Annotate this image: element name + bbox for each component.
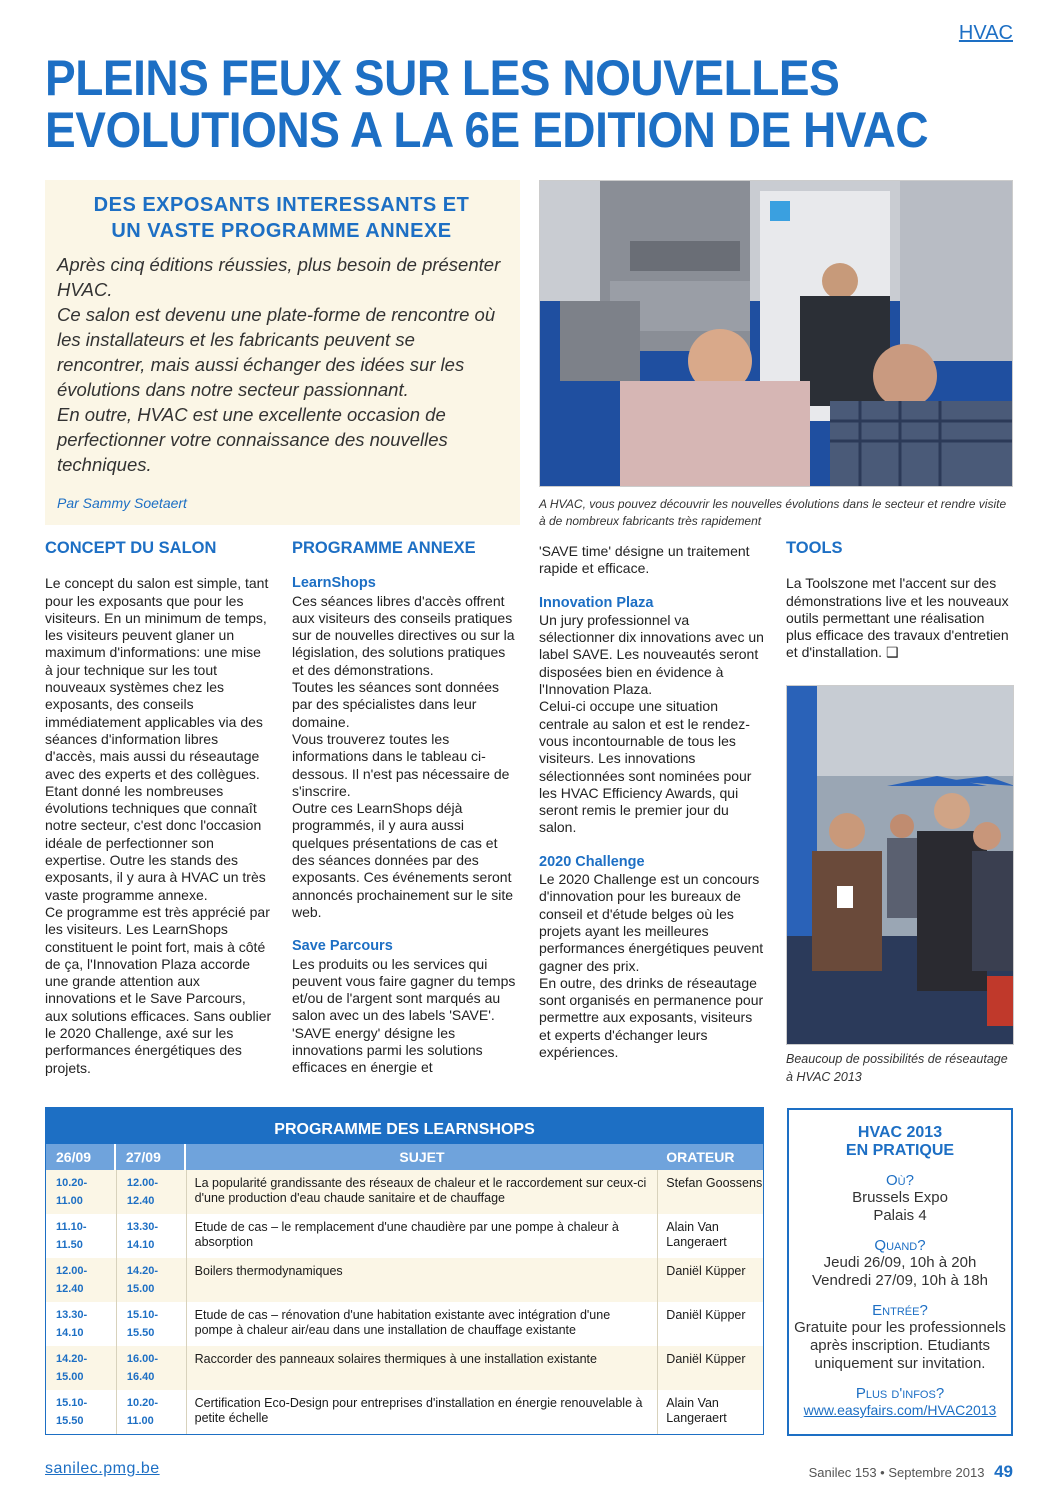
intro-heading-line1: DES EXPOSANTS INTERESSANTS ET [93,194,470,216]
cell-orateur: Daniël Küpper [666,1352,746,1366]
table-row [46,1170,763,1214]
cell-time-2609: 12.00- 12.40 [56,1265,88,1295]
cell-time-2609: 11.10- 11.50 [56,1221,87,1251]
info-label-where: Où? [886,1172,914,1189]
body-text: La Toolszone met l'accent sur des démonstrations live et les nouveaux outils permettant une réalisation plus efficace des travaux d'entretien et d'installation. ❑ [786,575,1009,661]
table-row [46,1390,763,1434]
body-text: Un jury professionnel va sélectionner dix innovations avec un label SAVE. Les nouveautés seront disposées bien en évidence à l'Innovation Plaza. [539,611,764,698]
cell-time-2709: 10.20- 11.00 [116,1390,186,1434]
cell-sujet: Certification Eco-Design pour entreprises d'installation en énergie renouvelable à petite échelle [186,1390,659,1434]
intro-paragraph: Après cinq éditions réussies, plus besoin de présenter HVAC. [57,254,501,300]
header-sujet: SUJET [399,1149,445,1165]
body-text: Ces séances libres d'accès offrent aux visiteurs des conseils pratiques sur de nouvelles directives ou sur la législation, des solutions pratiques et des démonstrations. [292,592,515,678]
subheading-save-parcours: Save Parcours [292,938,393,955]
footer-site-link[interactable]: sanilec.pmg.be [45,1460,160,1477]
info-title-line1: HVAC 2013 [857,1124,943,1141]
table-header [46,1144,763,1170]
intro-heading-line2: UN VASTE PROGRAMME ANNEXE [111,220,452,242]
column-programme [292,540,519,1077]
cell-time-2709: 14.20- 15.00 [116,1258,186,1302]
cell-orateur: Daniël Küpper [666,1264,746,1278]
cell-orateur: Stefan Goossens [666,1176,763,1190]
info-text-when: Jeudi 26/09, 10h à 20h Vendredi 27/09, 10h à 18h [812,1254,988,1289]
header-date-2609: 26/09 [46,1144,116,1170]
info-label-entry: Entrée? [872,1302,928,1319]
cell-orateur: Alain Van Langeraert [666,1220,727,1249]
cell-sujet: La popularité grandissante des réseaux de chaleur et le raccordement sur ceux-ci d'une production d'eau chaude sanitaire et de chauffage [186,1170,659,1214]
cell-time-2609: 10.20- 11.00 [56,1177,88,1207]
column-continued [539,540,766,1061]
info-label-more: Plus d'infos? [855,1385,945,1402]
cell-time-2609: 14.20- 15.00 [56,1353,88,1383]
photo-networking-crowd [786,685,1014,1045]
photo-caption: A HVAC, vous pouvez découvrir les nouvelles évolutions dans le secteur et rendre visite à de nombreux fabricants très rapidement [539,497,1007,528]
footer-issue-text: Sanilec 153 • Septembre 2013 [808,1465,985,1480]
body-text: Les produits ou les services qui peuvent vous faire gagner du temps et/ou de l'argent sont marqués au salon avec un des labels 'SAVE'. 'SAVE energy' désigne les innovations parmi les solutions efficaces en énergie et [292,955,516,1076]
body-text: Etant donné les nombreuses évolutions techniques que connaît notre secteur, c'est donc l'occasion idéale de perfectionner son expertise. Outre les stands des exposants, il y aura à HVAC un très vaste programme annexe. [45,782,266,903]
footer-issue [809,1462,1013,1482]
subheading-2020-challenge: 2020 Challenge [539,853,645,870]
table-body [46,1170,763,1434]
header-orateur: ORATEUR [666,1149,735,1165]
photo-exhibition-floor [539,180,1013,487]
intro-text [57,252,506,477]
byline: Par Sammy Soetaert [57,495,187,511]
cell-time-2609: 13.30- 14.10 [56,1309,88,1339]
section-tag[interactable]: HVAC [958,22,1013,44]
intro-heading [57,192,506,244]
table-row [46,1346,763,1390]
subheading-innovation-plaza: Innovation Plaza [539,594,654,611]
cell-time-2709: 16.00- 16.40 [116,1346,186,1390]
learnshops-table [45,1107,764,1435]
cell-orateur: Alain Van Langeraert [666,1396,727,1425]
info-link-website[interactable]: www.easyfairs.com/HVAC2013 [803,1402,997,1418]
heading-tools: TOOLS [786,539,843,557]
info-text-where: Brussels Expo Palais 4 [852,1189,948,1224]
heading-programme: PROGRAMME ANNEXE [292,539,476,557]
table-row [46,1258,763,1302]
cell-sujet: Raccorder des panneaux solaires thermiques à une installation existante [186,1346,659,1390]
cell-time-2609: 15.10- 15.50 [56,1397,88,1427]
info-title [789,1124,1011,1160]
body-text: Celui-ci occupe une situation centrale au salon et est le rendez-vous incontournable de tous les visiteurs. Les innovations sélectionnées sont nominées pour les HVAC Efficiency Awards, qui seront remis le premier jour du salon. [539,698,752,836]
cell-time-2709: 13.30- 14.10 [116,1214,186,1258]
headline: PLEINS FEUX SUR LES NOUVELLES EVOLUTIONS A LA 6E EDITION DE HVAC [45,50,929,158]
info-label-when: Quand? [874,1237,926,1254]
photo-caption: Beaucoup de possibilités de réseautage à HVAC 2013 [786,1052,1008,1084]
column-tools [786,540,1013,662]
body-text: Outre ces LearnShops déjà programmés, il y aura aussi quelques présentations de cas et des séances données par des exposants. Ces événements seront annoncés prochainement sur le site web. [292,800,514,920]
intro-paragraph: En outre, HVAC est une excellente occasion de perfectionner votre connaissance des nouvelles techniques. [57,404,448,475]
body-text: En outre, des drinks de réseautage sont organisés en permanence pour permettre aux exposants, visiteurs et experts d'échanger leurs expériences. [539,974,764,1061]
body-text: Ce programme est très apprécié par les visiteurs. Les LearnShops constituent le point fort, mais à côté de ça, l'Innovation Plaza accorde une grande attention aux innovations et le Save Parcours, aux solutions efficaces. Sans oublier le 2020 Challenge, axé sur les performances énergétiques des projets. [45,903,272,1076]
intro-paragraph: Ce salon est devenu une plate-forme de rencontre où les installateurs et les fabricants peuvent se rencontrer, mais aussi échanger des idées sur les évolutions dans notre secteur passionnant. [57,304,496,400]
subheading-learnshops: LearnShops [292,575,376,592]
table-row [46,1214,763,1258]
info-text-entry: Gratuite pour les professionnels après inscription. Etudiants uniquement sur invitation. [794,1319,1006,1372]
table-row [46,1302,763,1346]
cell-time-2709: 12.00- 12.40 [116,1170,186,1214]
header-date-2709: 27/09 [116,1144,186,1170]
page-number: 49 [994,1462,1013,1481]
cell-time-2709: 15.10- 15.50 [116,1302,186,1346]
intro-box [45,180,520,525]
body-text: 'SAVE time' désigne un traitement rapide et efficace. [539,543,750,577]
cell-orateur: Daniël Küpper [666,1308,746,1322]
column-concept [45,540,272,1077]
cell-sujet: Etude de cas – rénovation d'une habitation existante avec intégration d'une pompe à chaleur air/eau dans une installation de chauffage existante [186,1302,659,1346]
body-text: Toutes les séances sont données par des spécialistes dans leur domaine. [292,679,500,730]
table-title: PROGRAMME DES LEARNSHOPS [46,1108,763,1144]
heading-concept: CONCEPT DU SALON [45,539,217,557]
body-text: Le concept du salon est simple, tant pour les exposants que pour les visiteurs. En un minimum de temps, les visiteurs peuvent glaner un maximum d'informations: une mise à jour technique sur les tout nouveaux systèmes chez les exposants, des conseils immédiatement applicables via des séances d'information libres d'accès, mais aussi du réseautage avec des experts et des collègues. [45,575,269,782]
info-box-practical [787,1108,1013,1436]
cell-sujet: Boilers thermodynamiques [186,1258,659,1302]
info-title-line2: EN PRATIQUE [845,1142,955,1159]
cell-sujet: Etude de cas – le remplacement d'une chaudière par une pompe à chaleur à absorption [186,1214,659,1258]
body-text: Le 2020 Challenge est un concours d'innovation pour les bureaux de conseil et d'étude belges où les projets ayant les meilleures performances énergétiques peuvent gagner des prix. [539,871,764,974]
body-text: Vous trouverez toutes les informations dans le tableau ci-dessous. Il n'est pas nécessaire de s'inscrire. [292,730,510,799]
